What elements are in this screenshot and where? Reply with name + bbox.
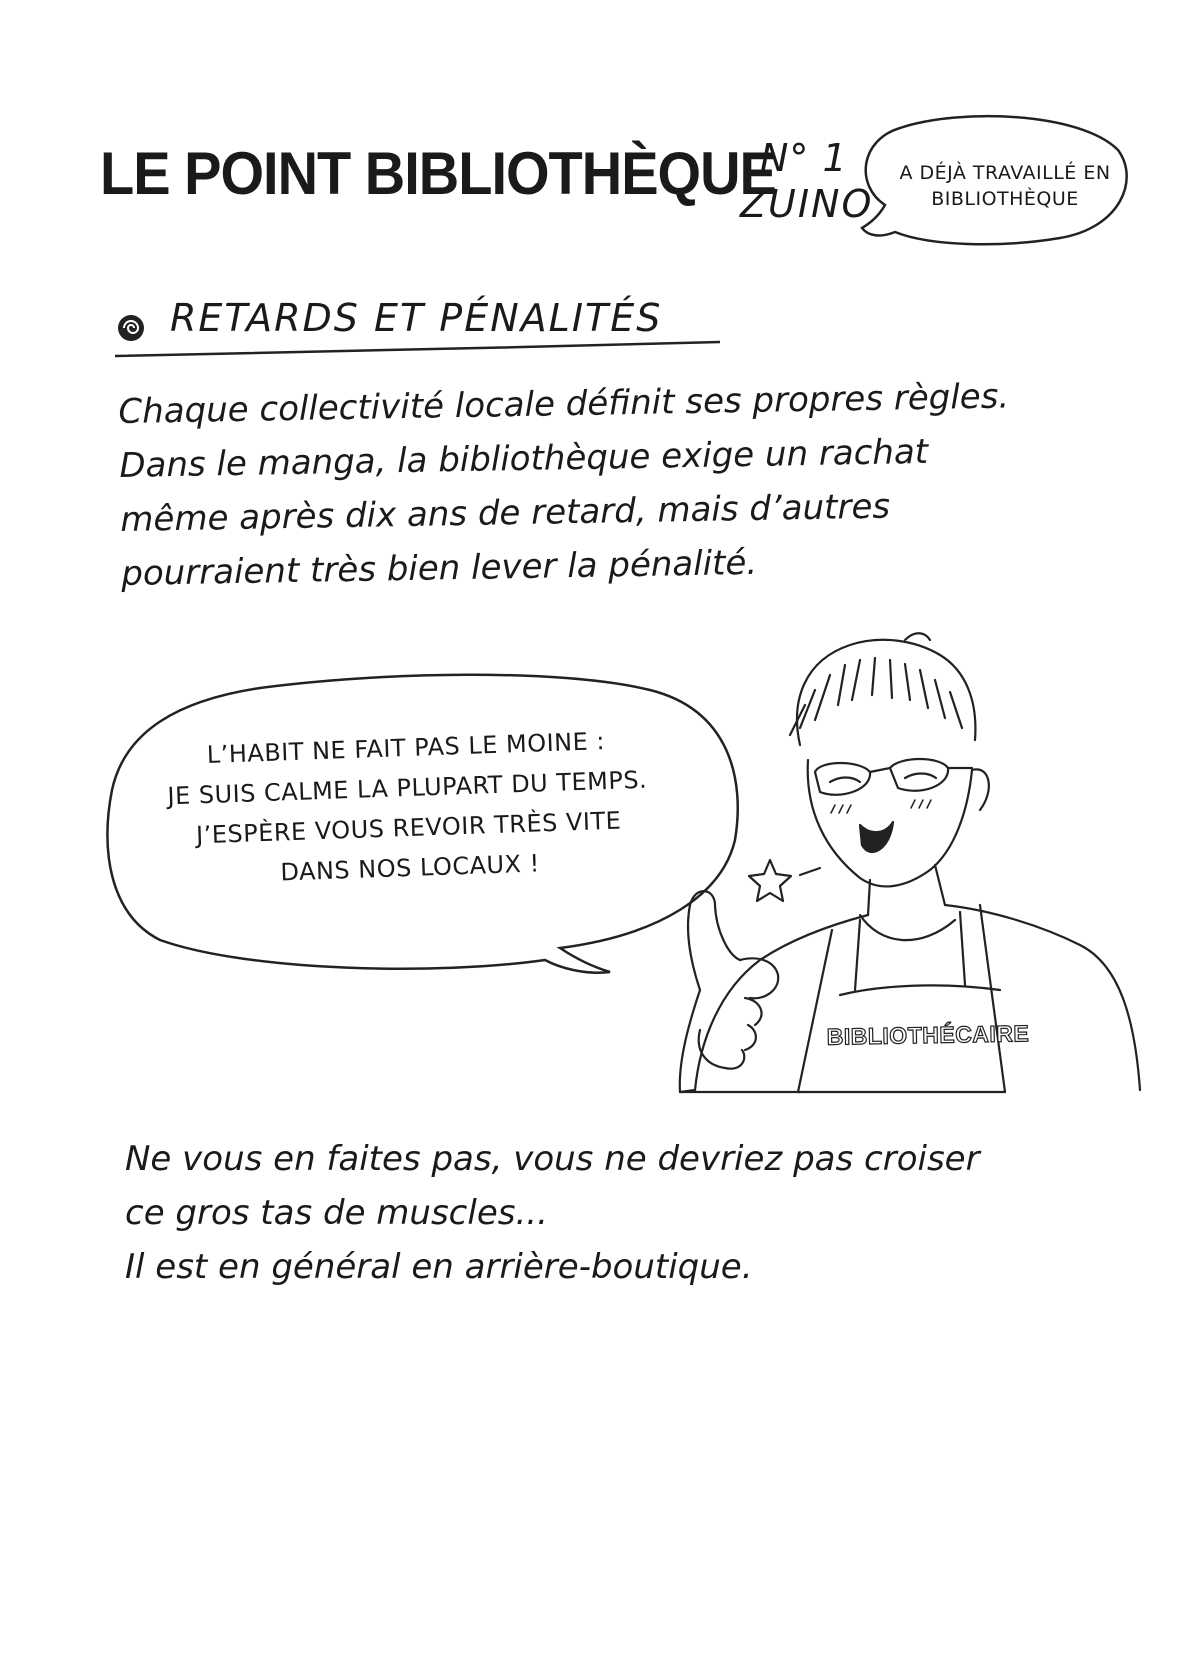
section-title: RETARDS ET PÉNALITÉS — [170, 296, 663, 340]
speech-line-3: J’ESPÈRE VOUS REVOIR TRÈS VITE — [195, 806, 622, 850]
closing-line-2: ce gros tas de muscles... — [125, 1193, 548, 1233]
apron-label: BIBLIOTHÉCAIRE — [826, 1020, 1030, 1050]
intro-line-1: Chaque collectivité locale définit ses propres règles. — [118, 376, 1010, 432]
issue-number: N° 1 — [760, 136, 848, 180]
intro-line-2: Dans le manga, la bibliothèque exige un rachat — [119, 431, 929, 486]
sparkle-star-icon — [749, 860, 791, 901]
spiral-bullet-icon — [118, 315, 144, 341]
closing-paragraph — [125, 1132, 980, 1294]
author-tag-text: A DÉJÀ TRAVAILLÉ EN BIBLIOTHÈQUE — [899, 162, 1111, 210]
speech-line-1: L’HABIT NE FAIT PAS LE MOINE : — [206, 727, 606, 769]
intro-paragraph — [118, 369, 1012, 601]
intro-line-3: même après dix ans de retard, mais d’autres — [120, 486, 891, 540]
speech-line-2: JE SUIS CALME LA PLUPART DU TEMPS. — [166, 765, 648, 811]
speech-bubble-text — [135, 719, 680, 898]
author-name: ZUINO — [740, 182, 874, 226]
closing-line-3: Il est en général en arrière-boutique. — [125, 1247, 753, 1287]
intro-line-4: pourraient très bien lever la pénalité. — [120, 542, 758, 594]
speech-line-4: DANS NOS LOCAUX ! — [280, 849, 541, 887]
section-underline — [115, 342, 720, 356]
closing-line-1: Ne vous en faites pas, vous ne devriez pas croiser — [125, 1139, 980, 1179]
page-title: LE POINT BIBLIOTHÈQUE — [100, 139, 776, 208]
